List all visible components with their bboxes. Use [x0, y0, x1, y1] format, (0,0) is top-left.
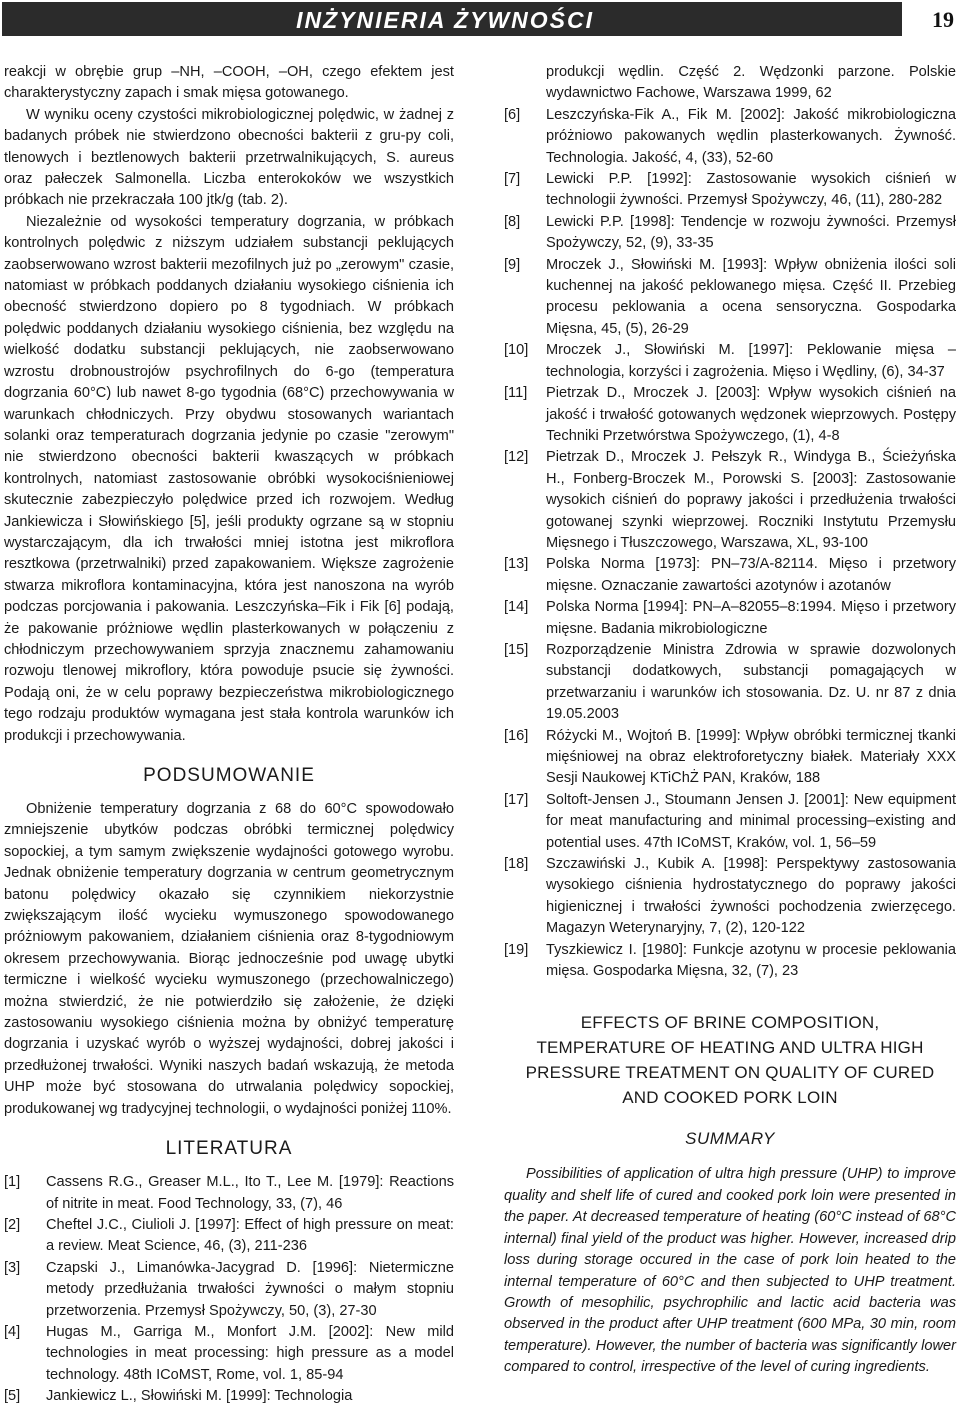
summary-paragraph-pl: Obniżenie temperatury dogrzania z 68 do 60°C spowodowało zmniejszenie ubytków podczas obróbki termicznej polędwicy sopockiej, a tym samym zwiększenie wydajności gotowego wyrobu. Jednak obniżenie temperatury dogrzania w centrum geometrycznym batonu polędwicy okazało się czynnikiem niekorzystnie zwiększającym ilość wycieku wymuszonego spowodowanego próżniowym pakowaniem, działaniem ciśnienia oraz 8-tygodniowym okresem przechowywania. Biorąc jednocześnie pod uwagę ubytki termiczne i wielkość wycieku wymuszonego (przechowalniczego) można stwierdzić, że nie potwierdziło się założenie, że dzięki zastosowaniu wysokiego ciśnienia można by obniżyć temperaturę dogrzania i uzyskać wyrób o wyższej wydajności, dobrej jakości i przedłużonej trwałości. Wyniki naszych badań wskazują, że metoda UHP może być stosowana do utrwalania polędwicy sopockiej, produkowanej wg tradycyjnej technologii, o wydajności poniżej 110%. [4, 801, 454, 1117]
reference-item [504, 255, 956, 341]
reference-text: Mroczek J., Słowiński M. [1997]: Peklowanie mięsa – technologia, korzyści i zagrożenia. Mięso i Wędliny, (6), 34-37 [546, 342, 956, 380]
reference-text: Cheftel J.C., Ciulioli J. [1997]: Effect of high pressure on meat: a review. Meat Science, 46, (3), 211-236 [46, 1216, 454, 1255]
reference-number: [9] [504, 256, 521, 273]
reference-number-spacer [504, 62, 546, 105]
reference-item [504, 854, 956, 940]
reference-number: [13] [504, 556, 529, 573]
reference-list [504, 105, 956, 983]
reference-text: Hugas M., Garriga M., Monfort J.M. [2002]: New mild technologies in meat processing: high pressure as a model technology. 48th ICoMST, Rome, vol. 1, 85-94 [46, 1323, 454, 1383]
journal-title: INŻYNIERIA ŻYWNOŚCI [296, 7, 594, 33]
page-header [2, 0, 958, 38]
reference-number: [14] [504, 599, 529, 616]
reference-text: Lewicki P.P. [1998]: Tendencje w rozwoju żywności. Przemysł Spożywczy, 52, (9), 33-35 [546, 213, 956, 252]
reference-number: [4] [4, 1323, 21, 1340]
body-paragraph: Niezależnie od wysokości temperatury dogrzania, w próbkach kontrolnych polędwic z niższym udziałem substancji peklujących zaobserwowano wzrost bakterii mezofilnych już po „zerowym" czasie, natomiast w próbkach poddanych działaniu wysokiego ciśnienia ich obecność stwierdzono dopiero po 8 tygodniach. W próbkach polędwic poddanych działaniu wysokiego ciśnienia, bez względu na wielkość dodatku substancji peklujących, nie zaobserwowano wzrostu drobnoustrojów psychrofilnych do 6-go (temperatura dogrzania 60°C) lub nawet 8-go tygodnia (68°C) przechowywania w warunkach chłodniczych. Przy obydwu stosowanych wariantach solanki oraz temperaturach dogrzania jedynie po czasie "zerowym" nie stwierdzono obecności bakterii kwaszących w próbkach kontrolnych, natomiast zastosowanie obróbki wysokociśnieniowej skutecznie zabezpieczyło polędwice przed ich rozwojem. Według Jankiewicza i Słowińskiego [5], jeśli produkty ogrzane są w stopniu wystarczającym, dla ich trwałości mniej istotna jest mikroflora resztkowa (przetrwalniki) przed zapakowaniem. Większe zagrożenie stwarza mikroflora kontaminacyjna, która jest nanoszona na wyrób podczas porcjowania i pakowania. Leszczyńska–Fik i Fik [6] podają, że pakowanie próżniowe wędlin plasterkowanych w połączeniu z chłodniczym przechowywaniem sprzyja znacznemu zahamowaniu rozwoju tlenowej mikroflory, która powoduje psucie się żywności. Podają oni, że w celu poprawy bezpieczeństwa mikrobiologicznego tego rodzaju produktów wymagana jest stała kontrola warunków ich produkcji i przechowywania. [4, 213, 454, 744]
reference-text: Szczawiński J., Kubik A. [1998]: Perspektywy zastosowania wysokiego ciśnienia hydrostatycznego do poprawy jakości higienicznej i trwałości żywności pochodzenia zwierzęcego. Magazyn Weterynaryjny, 7, (2), 120-122 [546, 856, 956, 937]
left-column [4, 62, 454, 1408]
reference-number: [11] [504, 385, 528, 402]
reference-text: produkcji wędlin. Część 2. Wędzonki parzone. Polskie wydawnictwo Fachowe, Warszawa 1999, 62 [546, 64, 956, 102]
reference-number: [2] [4, 1216, 21, 1233]
reference-item [4, 1322, 454, 1386]
reference-number: [6] [504, 106, 521, 123]
reference-item [504, 790, 956, 854]
reference-item [4, 1172, 454, 1215]
reference-text: Różycki M., Wojtoń B. [1999]: Wpływ obróbki termicznej tkanki mięśniowej na obraz elektroforetyczny białek. Materiały XXX Sesji Naukowej KTiChŻ PAN, Kraków, 188 [546, 727, 956, 787]
body-paragraph: W wyniku oceny czystości mikrobiologicznej polędwic, w żadnej z badanych próbek nie stwierdzono obecności bakterii z gru-py coli, tlenowych i beztlenowych bakterii przetrwalnikujących, S. aureus oraz pałeczek Salmonella. Liczba enterokoków we wszystkich próbkach nie przekraczała 100 jtk/g (tab. 2). [4, 106, 454, 209]
reference-number: [12] [504, 449, 529, 466]
summary-paragraph-en: Possibilities of application of ultra high pressure (UHP) to improve quality and shelf life of cured and cooked pork loin were presented in the paper. At decreased temperature of heating (60°C instead of 68°C internal) final yield of the product was higher. However, increased drip loss during storage occured in the case of pork loin heated to the internal temperature of 60°C and then subjected to UHP treatment. Growth of mesophilic, psychrophilic and lactic acid bacteria was observed in the product after UHP treatment (600 MPa, 30 min, room temperature). However, the number of bacteria was significantly lower compared to control, irrespective of the level of curing ingredients. [504, 1166, 956, 1376]
reference-text: Pietrzak D., Mroczek J. [2003]: Wpływ wysokich ciśnień na jakość i trwałość gotowanych wędzonek wieprzowych. Postępy Techniki Przetwórstwa Spożywczego, (1), 4-8 [546, 385, 956, 444]
reference-number: [17] [504, 791, 529, 808]
reference-number: [19] [504, 941, 529, 958]
summary-heading-en: SUMMARY [685, 1129, 775, 1149]
reference-text: Czapski J., Limanówka-Jacygrad D. [1996]: Nietermiczne metody przedłużania trwałości żywności o małym stopniu przetworzenia. Przemysł Spożywczy, 50, (3), 27-30 [46, 1259, 454, 1319]
reference-item [504, 726, 956, 790]
reference-text: Tyszkiewicz I. [1980]: Funkcje azotynu w procesie peklowania mięsa. Gospodarka Mięsna, 32, (7), 23 [546, 941, 956, 980]
reference-item [504, 554, 956, 597]
reference-number: [5] [4, 1388, 21, 1405]
summary-heading-pl: PODSUMOWANIE [143, 765, 315, 786]
reference-text: Lewicki P.P. [1992]: Zastosowanie wysokich ciśnień w technologii żywności. Przemysł Spożywczy, 46, (11), 280-282 [546, 171, 956, 209]
reference-number: [7] [504, 171, 521, 188]
reference-item [4, 1215, 454, 1258]
reference-number: [18] [504, 856, 529, 873]
reference-text: Cassens R.G., Greaser M.L., Ito T., Lee M. [1979]: Reactions of nitrite in meat. Food Technology, 33, (7), 46 [46, 1174, 454, 1212]
reference-item [504, 640, 956, 726]
reference-item [4, 1258, 454, 1322]
reference-number: [8] [504, 213, 521, 230]
reference-number: [1] [4, 1174, 21, 1191]
reference-text: Soltoft-Jensen J., Stoumann Jensen J. [2001]: New equipment for meat manufacturing and minimal processing–existing and potential uses. 47th ICoMST, Kraków, vol. 1, 56–59 [546, 791, 956, 851]
reference-number: [16] [504, 727, 529, 744]
reference-text: Pietrzak D., Mroczek J. Pełszyk R., Windyga B., Ścieżyńska H., Fonberg-Broczek M., Porowski S. [2003]: Zastosowanie wysokich ciśnień do poprawy jakości i przedłużenia trwałości gotowanej szynki wieprzowej. Roczniki Instytutu Przemysłu Mięsnego i Tłuszczowego, Warszawa, XL, 93-100 [546, 449, 956, 551]
literature-heading: LITERATURA [165, 1138, 293, 1160]
reference-number: [3] [4, 1259, 21, 1276]
right-column [504, 62, 956, 1379]
reference-item [504, 597, 956, 640]
reference-item [504, 105, 956, 169]
reference-item [4, 1386, 454, 1407]
reference-item [504, 169, 956, 212]
reference-item [504, 340, 956, 383]
reference-text: Rozporządzenie Ministra Zdrowia w sprawie dozwolonych substancji dodatkowych, substancji pomagających w przetwarzaniu i warunków ich stosowania. Dz. U. nr 87 z dnia 19.05.2003 [546, 641, 956, 723]
page-number: 19 [932, 7, 954, 32]
reference-item [504, 447, 956, 554]
reference-number: [10] [504, 342, 529, 359]
reference-item [504, 383, 956, 447]
reference-text: Polska Norma [1994]: PN–A–82055–8:1994. Mięso i przetwory mięsne. Badania mikrobiologiczne [546, 599, 956, 637]
reference-text: Mroczek J., Słowiński M. [1993]: Wpływ obniżenia ilości soli kuchennej na jakość peklowanego mięsa. Część II. Przebieg procesu peklowania a ocena sensoryczna. Gospodarka Mięsna, 45, (5), 26-29 [546, 256, 956, 337]
body-paragraph: reakcji w obrębie grup –NH, –COOH, –OH, czego efektem jest charakterystyczny zapach i smak mięsa gotowanego. [4, 64, 454, 102]
reference-text: Leszczyńska-Fik A., Fik M. [2002]: Jakość mikrobiologiczna próżniowo pakowanych wędlin plasterkowanych. Żywność. Technologia. Jakość, 4, (33), 52-60 [546, 106, 956, 166]
reference-text: Jankiewicz L., Słowiński M. [1999]: Technologia [46, 1388, 353, 1405]
english-title: EFFECTS OF BRINE COMPOSITION, TEMPERATURE OF HEATING AND ULTRA HIGH PRESSURE TREATMENT ON QUALITY OF CURED AND COOKED PORK LOIN [525, 1013, 935, 1108]
reference-item [504, 940, 956, 983]
reference-continuation [504, 62, 956, 105]
reference-text: Polska Norma [1973]: PN–73/A-82114. Mięso i przetwory mięsne. Oznaczanie zawartości azotynów i azotanów [546, 556, 956, 594]
reference-item [504, 212, 956, 255]
reference-number: [15] [504, 641, 529, 658]
